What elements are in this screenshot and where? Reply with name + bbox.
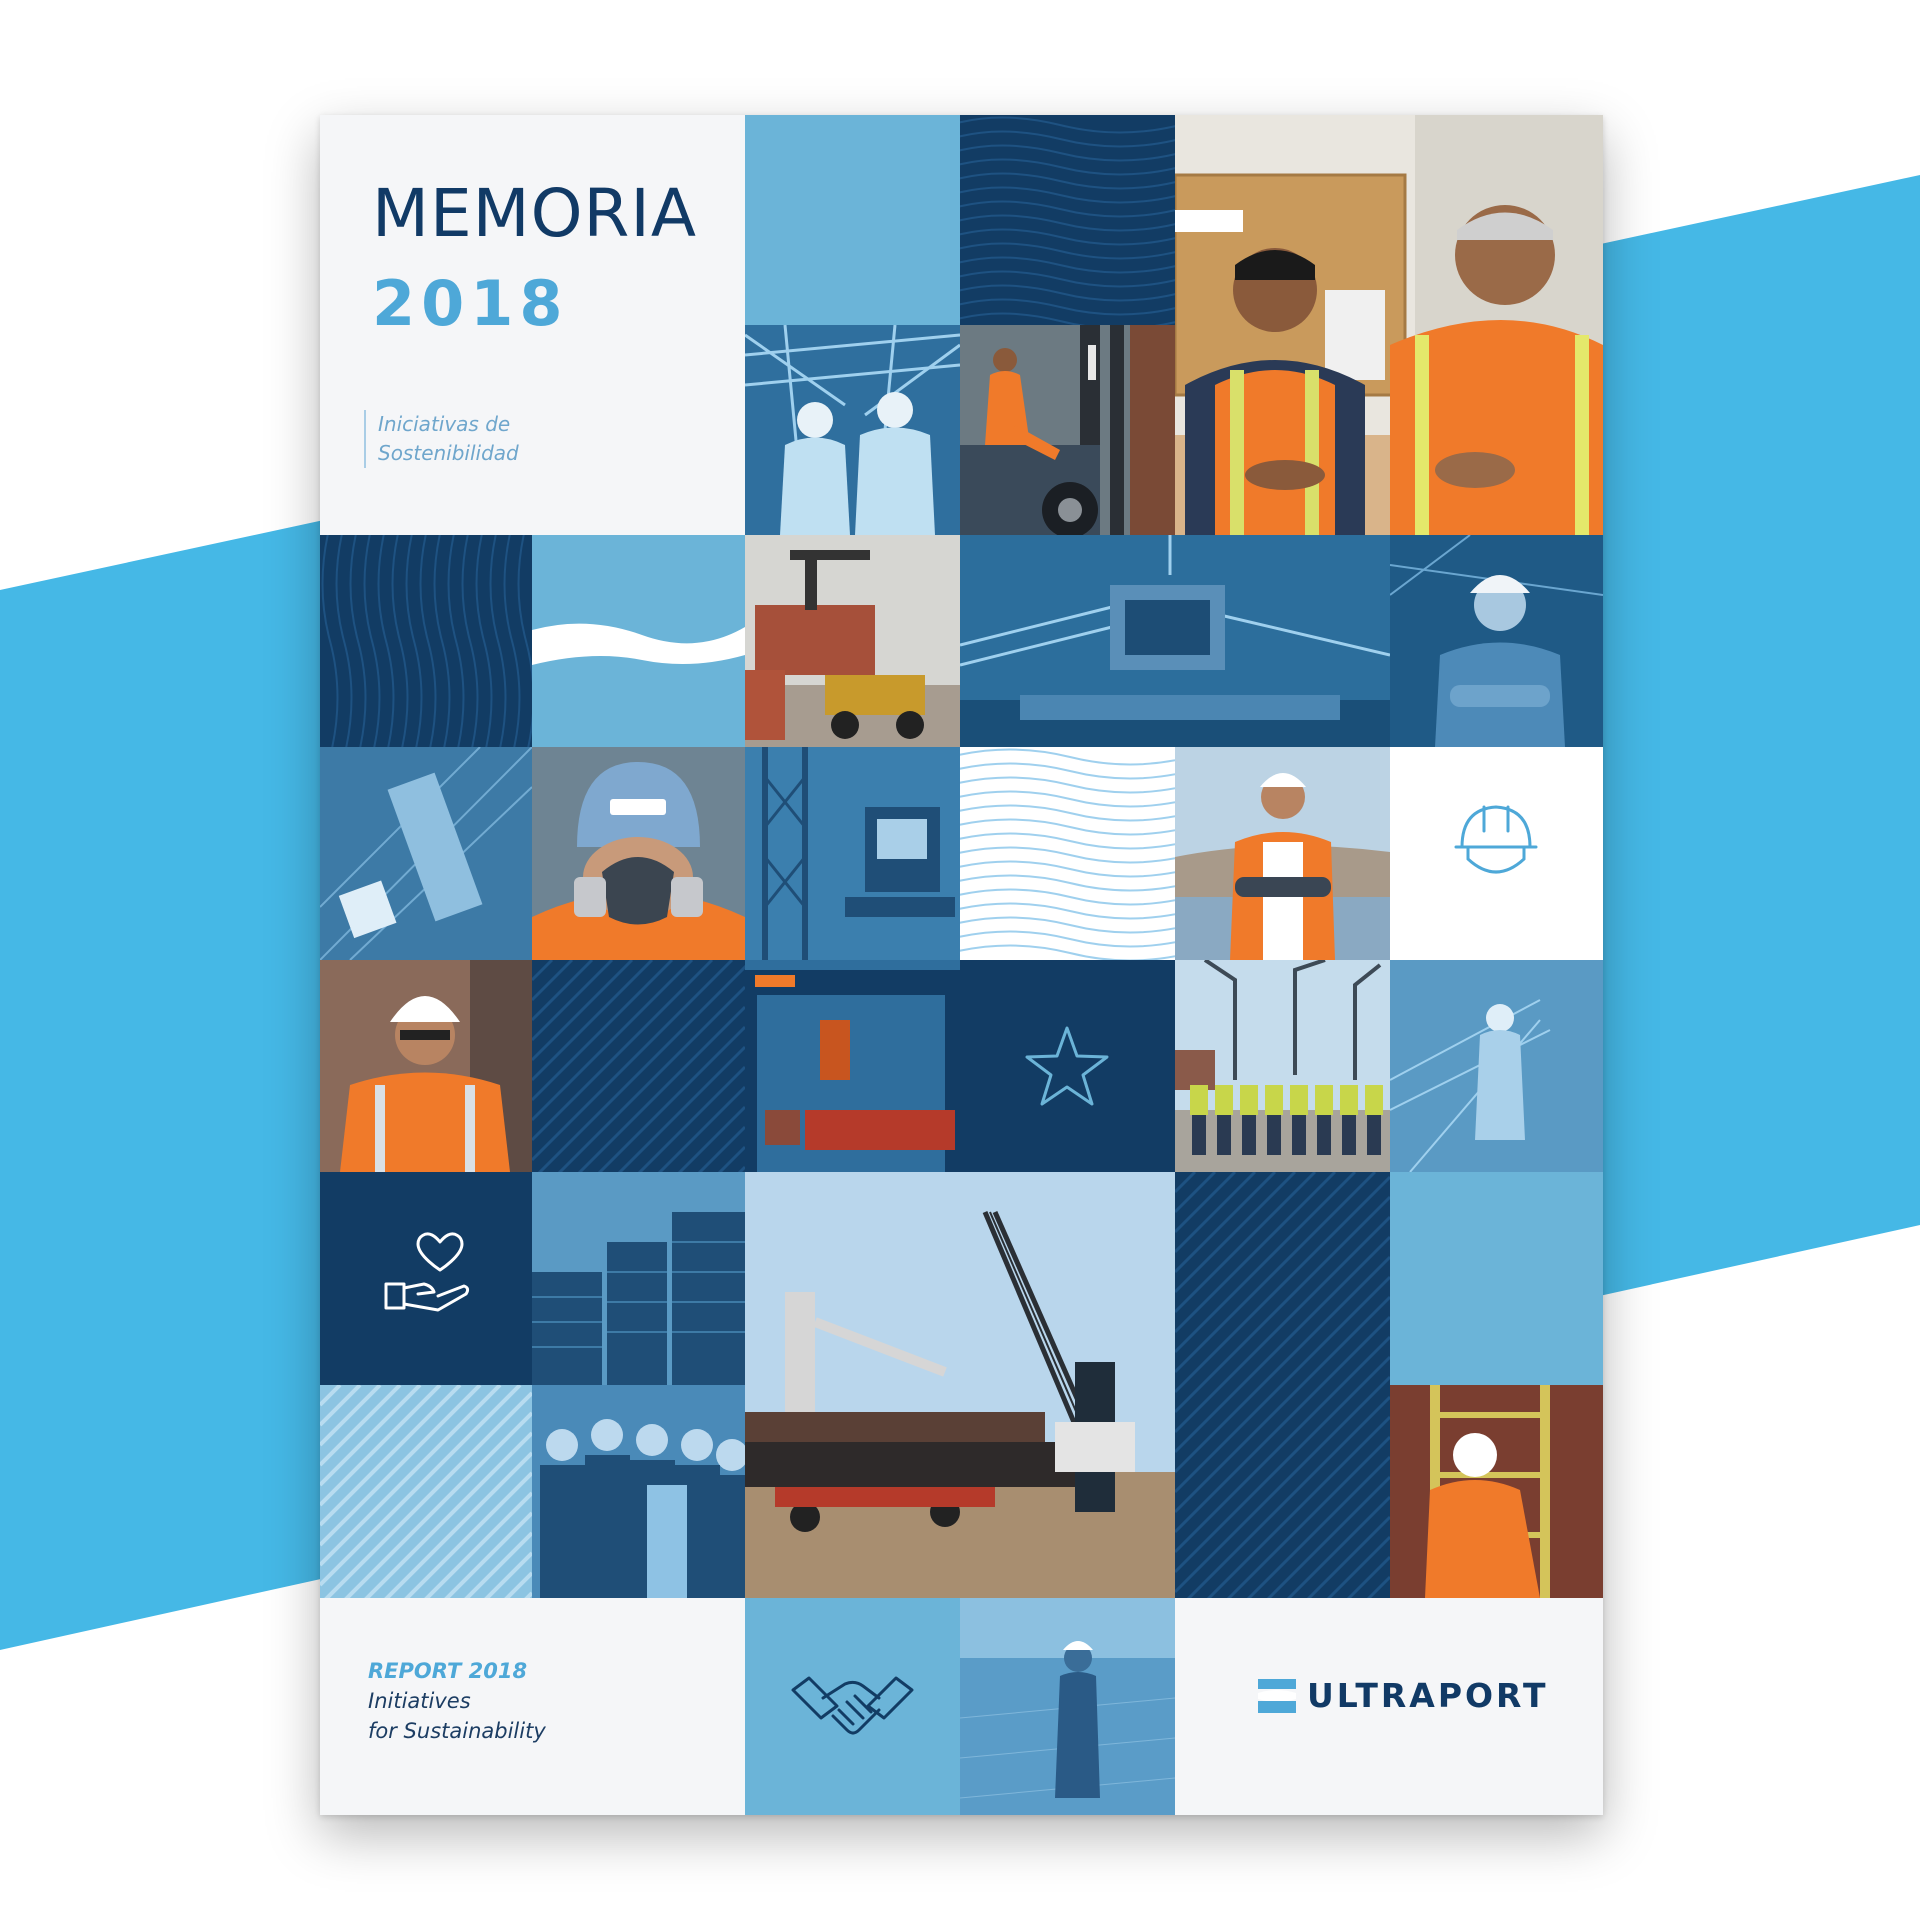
photo-gantry-crane-containers xyxy=(745,960,960,1172)
star-icon xyxy=(960,960,1175,1172)
photo-worker-helmet-arms-crossed xyxy=(1390,535,1603,747)
report-text-panel xyxy=(320,1598,745,1815)
report-cover xyxy=(320,115,1603,1815)
photo-manager-arms-crossed xyxy=(1175,747,1390,960)
photo-worker-railing-blue xyxy=(1390,960,1603,1172)
report-subtitle-line: for Sustainability xyxy=(368,1719,546,1743)
photo-engineer-shore-blue xyxy=(960,1598,1175,1815)
tile-star-icon-panel xyxy=(960,960,1175,1172)
tile-diagonal-stripes-light xyxy=(320,1385,532,1598)
photo-two-workers-office xyxy=(1175,115,1603,535)
cover-subtitle-line: Iniciativas de xyxy=(378,412,511,436)
tile-handshake-icon-panel xyxy=(745,1598,960,1815)
tile-wave-pattern-navy xyxy=(960,115,1175,325)
photo-truck-aerial-blue xyxy=(320,747,532,960)
photo-workers-crane-blue xyxy=(745,325,960,535)
tile-single-wave-light xyxy=(532,535,745,747)
ultraport-logo-icon xyxy=(1258,1679,1296,1713)
photo-team-port-cranes xyxy=(1175,960,1390,1172)
handshake-icon xyxy=(745,1598,960,1815)
cover-subtitle xyxy=(364,410,519,468)
cover-year: 2018 xyxy=(372,267,569,340)
tile-heart-hand-icon-panel xyxy=(320,1172,532,1385)
photo-group-portrait-blue xyxy=(532,1385,745,1598)
cover-subtitle-line: Sostenibilidad xyxy=(378,441,519,465)
photo-woman-worker-helmet xyxy=(320,960,532,1172)
hard-hat-icon xyxy=(1390,747,1603,960)
cover-title-panel xyxy=(320,115,745,535)
tile-diagonal-stripes-navy xyxy=(532,960,745,1172)
brand-name: ULTRAPORT xyxy=(1307,1676,1549,1715)
photo-crane-cabin-blue xyxy=(745,747,960,960)
tile-solid-light-blue xyxy=(1390,1172,1603,1385)
heart-hand-icon xyxy=(320,1172,532,1385)
photo-ship-loader-blue xyxy=(960,535,1390,747)
photo-container-handler xyxy=(745,535,960,747)
cover-title: MEMORIA xyxy=(372,175,698,252)
tile-wave-lines-white xyxy=(960,747,1175,960)
report-subtitle-line: Initiatives xyxy=(368,1689,471,1713)
report-block xyxy=(368,1656,546,1746)
photo-worker-ladder-ship xyxy=(1390,1385,1603,1598)
tile-hard-hat-icon-panel xyxy=(1390,747,1603,960)
report-title: REPORT 2018 xyxy=(368,1659,528,1683)
tile-solid-light-blue xyxy=(745,115,960,325)
brand-panel xyxy=(1175,1598,1603,1815)
tile-diagonal-stripes-navy-tall xyxy=(1175,1172,1390,1598)
photo-container-stacks-blue xyxy=(532,1172,745,1385)
photo-port-cranes-ship xyxy=(745,1172,1175,1598)
photo-forklift-operator xyxy=(960,325,1175,535)
tile-wave-pattern-navy xyxy=(320,535,532,747)
photo-worker-respirator xyxy=(532,747,745,960)
